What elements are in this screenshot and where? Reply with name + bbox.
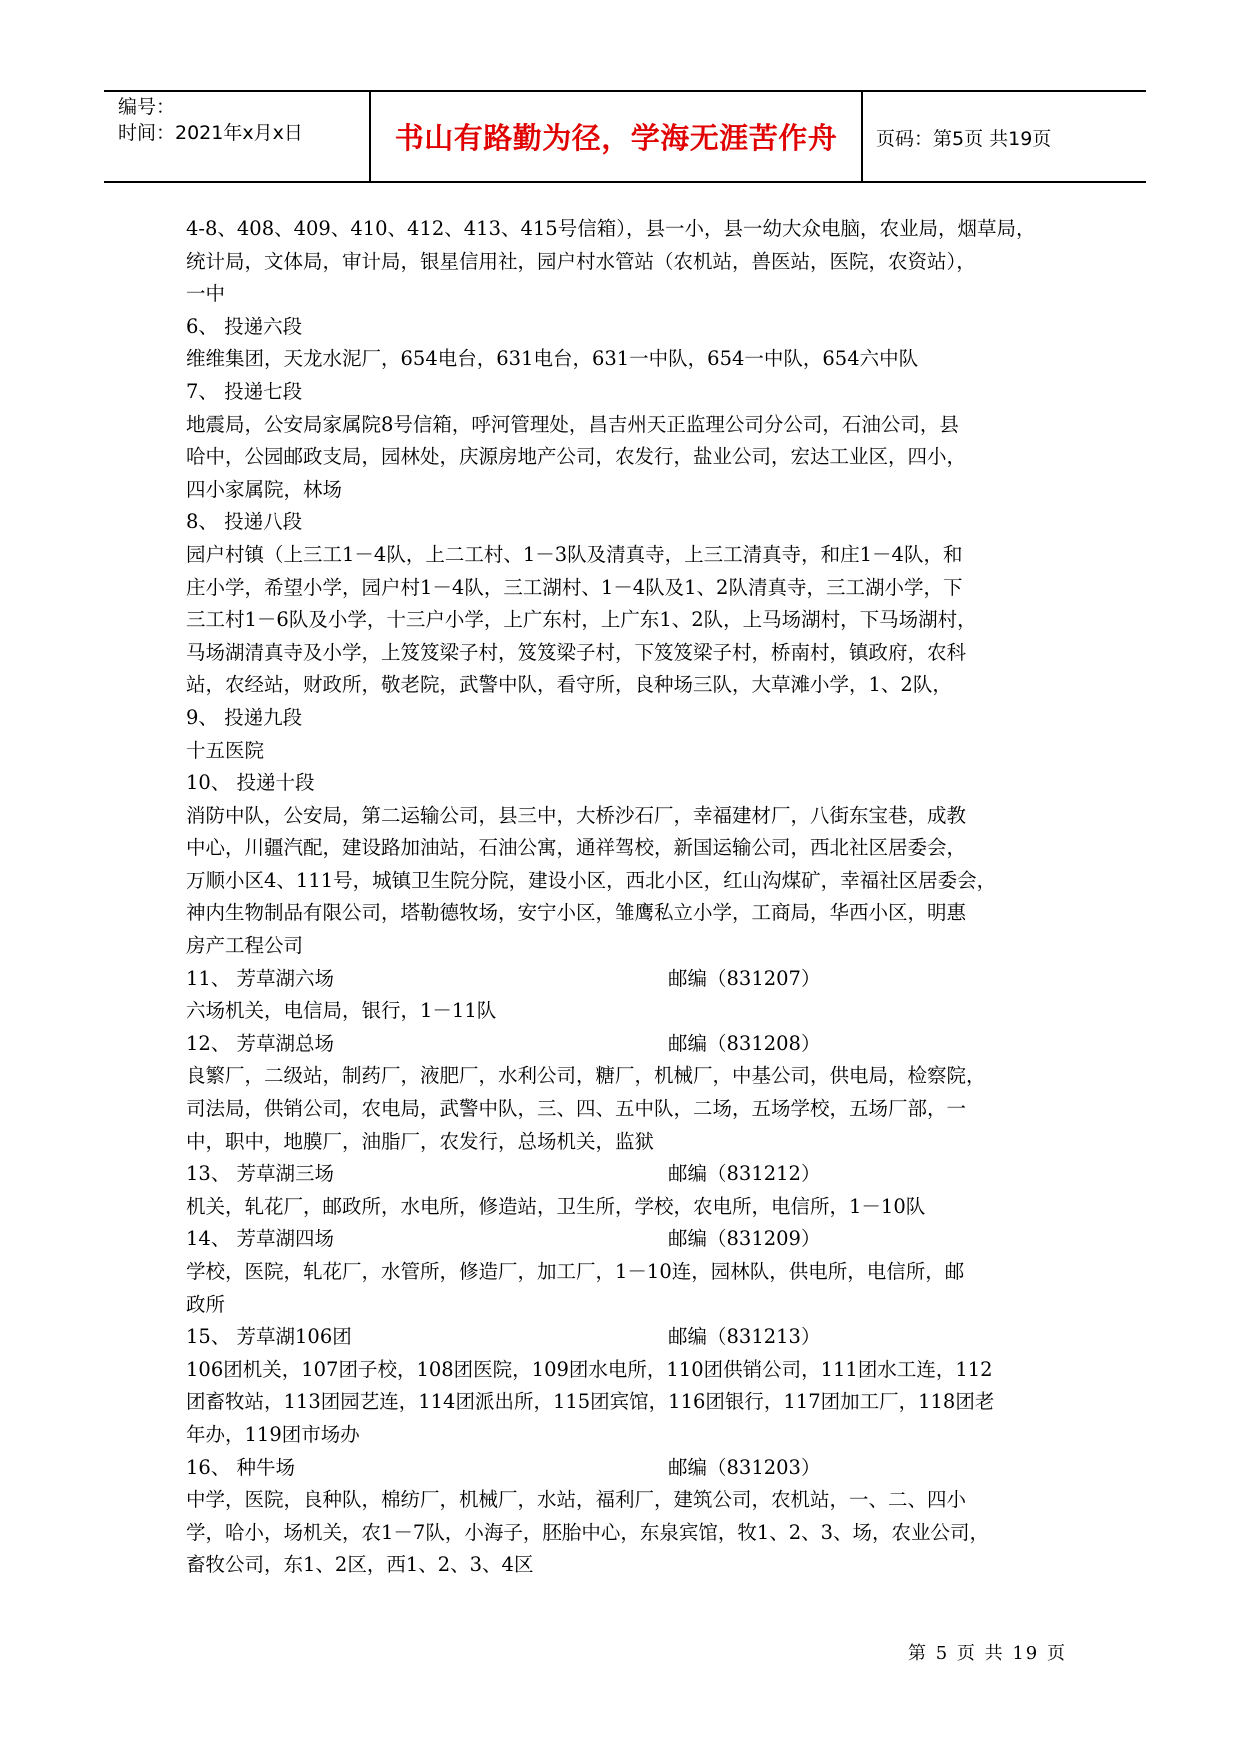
section-heading-line	[186, 1028, 1076, 1061]
postal-code: 邮编（831207）	[668, 966, 821, 990]
text-line	[186, 1549, 1076, 1582]
line-text: 年办，119团市场办	[186, 1422, 360, 1446]
text-line	[186, 572, 1076, 605]
text-line	[186, 702, 1076, 735]
section-heading-line	[186, 1223, 1076, 1256]
page-footer: 第 5 页 共 19 页	[908, 1643, 1067, 1664]
text-line	[186, 800, 1076, 833]
text-line	[186, 1517, 1076, 1550]
line-text: 15、 芳草湖106团	[186, 1325, 352, 1349]
line-text: 14、 芳草湖四场	[186, 1227, 335, 1251]
text-line	[186, 1354, 1076, 1387]
line-text: 畜牧公司，东1、2区，西1、2、3、4区	[186, 1553, 534, 1577]
header-meta	[118, 94, 303, 146]
text-line	[186, 311, 1076, 344]
text-line	[186, 1386, 1076, 1419]
document-body	[186, 213, 1076, 1582]
page-header	[104, 90, 1146, 182]
line-text: 9、 投递九段	[186, 705, 303, 729]
section-heading-line	[186, 1321, 1076, 1354]
line-text: 十五医院	[186, 738, 265, 762]
line-text: 三工村1－6队及小学，十三户小学，上广东村，上广东1、2队，上马场湖村，下马场湖村，	[186, 608, 977, 632]
line-text: 中，职中，地膜厂，油脂厂，农发行，总场机关，监狱	[186, 1129, 655, 1153]
line-text: 6、 投递六段	[186, 314, 303, 338]
line-text: 统计局，文体局，审计局，银星信用社，园户村水管站（农机站，兽医站，医院，农资站），	[186, 249, 976, 273]
line-text: 7、 投递七段	[186, 379, 303, 403]
text-line	[186, 246, 1076, 279]
text-line	[186, 897, 1076, 930]
text-line	[186, 1289, 1076, 1322]
text-line	[186, 669, 1076, 702]
text-line	[186, 441, 1076, 474]
text-line	[186, 1126, 1076, 1159]
line-text: 8、 投递八段	[186, 510, 303, 534]
text-line	[186, 278, 1076, 311]
text-line	[186, 1484, 1076, 1517]
text-line	[186, 539, 1076, 572]
number-label: 编号：	[118, 96, 176, 118]
text-line	[186, 1060, 1076, 1093]
line-text: 哈中，公园邮政支局，园林处，庆源房地产公司，农发行，盐业公司，宏达工业区，四小，	[186, 445, 967, 469]
line-text: 一中	[186, 282, 226, 306]
header-top-rule	[104, 90, 1146, 92]
line-text: 中学，医院，良种队，棉纺厂，机械厂，水站，福利厂，建筑公司，农机站，一、二、四小	[186, 1488, 967, 1512]
section-heading-line	[186, 1158, 1076, 1191]
line-text: 地震局，公安局家属院8号信箱，呼河管理处，昌吉州天正监理公司分公司，石油公司，县	[186, 412, 959, 436]
text-line	[186, 995, 1076, 1028]
line-text: 万顺小区4、111号，城镇卫生院分院，建设小区，西北小区，红山沟煤矿，幸福社区居委会，	[186, 868, 997, 892]
postal-code: 邮编（831213）	[668, 1325, 821, 1349]
time-label: 时间：2021年x月x日	[118, 122, 303, 144]
line-text: 10、 投递十段	[186, 771, 315, 795]
line-text: 中心，川疆汽配，建设路加油站，石油公寓，通祥驾校，新国运输公司，西北社区居委会，	[186, 836, 967, 860]
text-line	[186, 1093, 1076, 1126]
text-line	[186, 1191, 1076, 1224]
line-text: 政所	[186, 1292, 226, 1316]
postal-code: 邮编（831208）	[668, 1031, 821, 1055]
postal-code: 邮编（831209）	[668, 1227, 821, 1251]
line-text: 团畜牧站，113团园艺连，114团派出所，115团宾馆，116团银行，117团加工厂，118团老	[186, 1390, 995, 1414]
line-text: 13、 芳草湖三场	[186, 1162, 335, 1186]
line-text: 良繁厂，二级站，制药厂，液肥厂，水利公司，糖厂，机械厂，中基公司，供电局，检察院，	[186, 1064, 986, 1088]
line-text: 16、 种牛场	[186, 1455, 296, 1479]
text-line	[186, 832, 1076, 865]
header-motto: 书山有路勤为径，学海无涯苦作舟	[394, 121, 838, 155]
line-text: 神内生物制品有限公司，塔勒德牧场，安宁小区，雏鹰私立小学，工商局，华西小区，明惠	[186, 901, 967, 925]
text-line	[186, 376, 1076, 409]
line-text: 学校，医院，轧花厂，水管所，修造厂，加工厂，1－10连，园林队，供电所，电信所，邮	[186, 1260, 965, 1283]
text-line	[186, 735, 1076, 768]
line-text: 站，农经站，财政所，敬老院，武警中队，看守所，良种场三队，大草滩小学，1、2队，	[186, 673, 952, 697]
text-line	[186, 213, 1076, 246]
line-text: 4-8、408、409、410、412、413、415号信箱），县一小，县一幼大众电脑，农业局，烟草局，	[186, 217, 1036, 240]
line-text: 106团机关，107团子校，108团医院，109团水电所，110团供销公司，111团水工连，112	[186, 1357, 993, 1381]
text-line	[186, 604, 1076, 637]
header-bottom-rule	[104, 181, 1146, 183]
section-heading-line	[186, 1452, 1076, 1485]
text-line	[186, 474, 1076, 507]
section-heading-line	[186, 963, 1076, 996]
line-text: 学，哈小，场机关，农1－7队，小海子，胚胎中心，东泉宾馆，牧1、2、3、场，农业公司，	[186, 1520, 990, 1544]
header-page-label: 页码：第5页 共19页	[876, 128, 1052, 150]
text-line	[186, 865, 1076, 898]
text-line	[186, 930, 1076, 963]
text-line	[186, 343, 1076, 376]
line-text: 房产工程公司	[186, 934, 304, 958]
postal-code: 邮编（831212）	[668, 1162, 821, 1186]
text-line	[186, 767, 1076, 800]
line-text: 12、 芳草湖总场	[186, 1031, 335, 1055]
line-text: 六场机关，电信局，银行，1－11队	[186, 999, 497, 1023]
text-line	[186, 506, 1076, 539]
line-text: 机关，轧花厂，邮政所，水电所，修造站，卫生所，学校，农电所，电信所，1－10队	[186, 1194, 926, 1218]
text-line	[186, 637, 1076, 670]
text-line	[186, 1419, 1076, 1452]
postal-code: 邮编（831203）	[668, 1455, 821, 1479]
text-line	[186, 1256, 1076, 1289]
text-line	[186, 409, 1076, 442]
line-text: 庄小学，希望小学，园户村1－4队，三工湖村、1－4队及1、2队清真寺，三工湖小学，下	[186, 575, 963, 599]
line-text: 维维集团，天龙水泥厂，654电台，631电台，631一中队，654一中队，654六中队	[186, 347, 919, 371]
header-divider-right	[861, 91, 863, 182]
line-text: 司法局，供销公司，农电局，武警中队，三、四、五中队，二场，五场学校，五场厂部，一	[186, 1097, 967, 1121]
line-text: 消防中队，公安局，第二运输公司，县三中，大桥沙石厂，幸福建材厂，八街东宝巷，成教	[186, 803, 967, 827]
line-text: 园户村镇（上三工1－4队，上二工村、1－3队及清真寺，上三工清真寺，和庄1－4队，和	[186, 542, 963, 566]
line-text: 马场湖清真寺及小学，上笈笈梁子村，笈笈梁子村，下笈笈梁子村，桥南村，镇政府，农科	[186, 640, 967, 664]
line-text: 四小家属院，林场	[186, 477, 343, 501]
line-text: 11、 芳草湖六场	[186, 966, 335, 990]
